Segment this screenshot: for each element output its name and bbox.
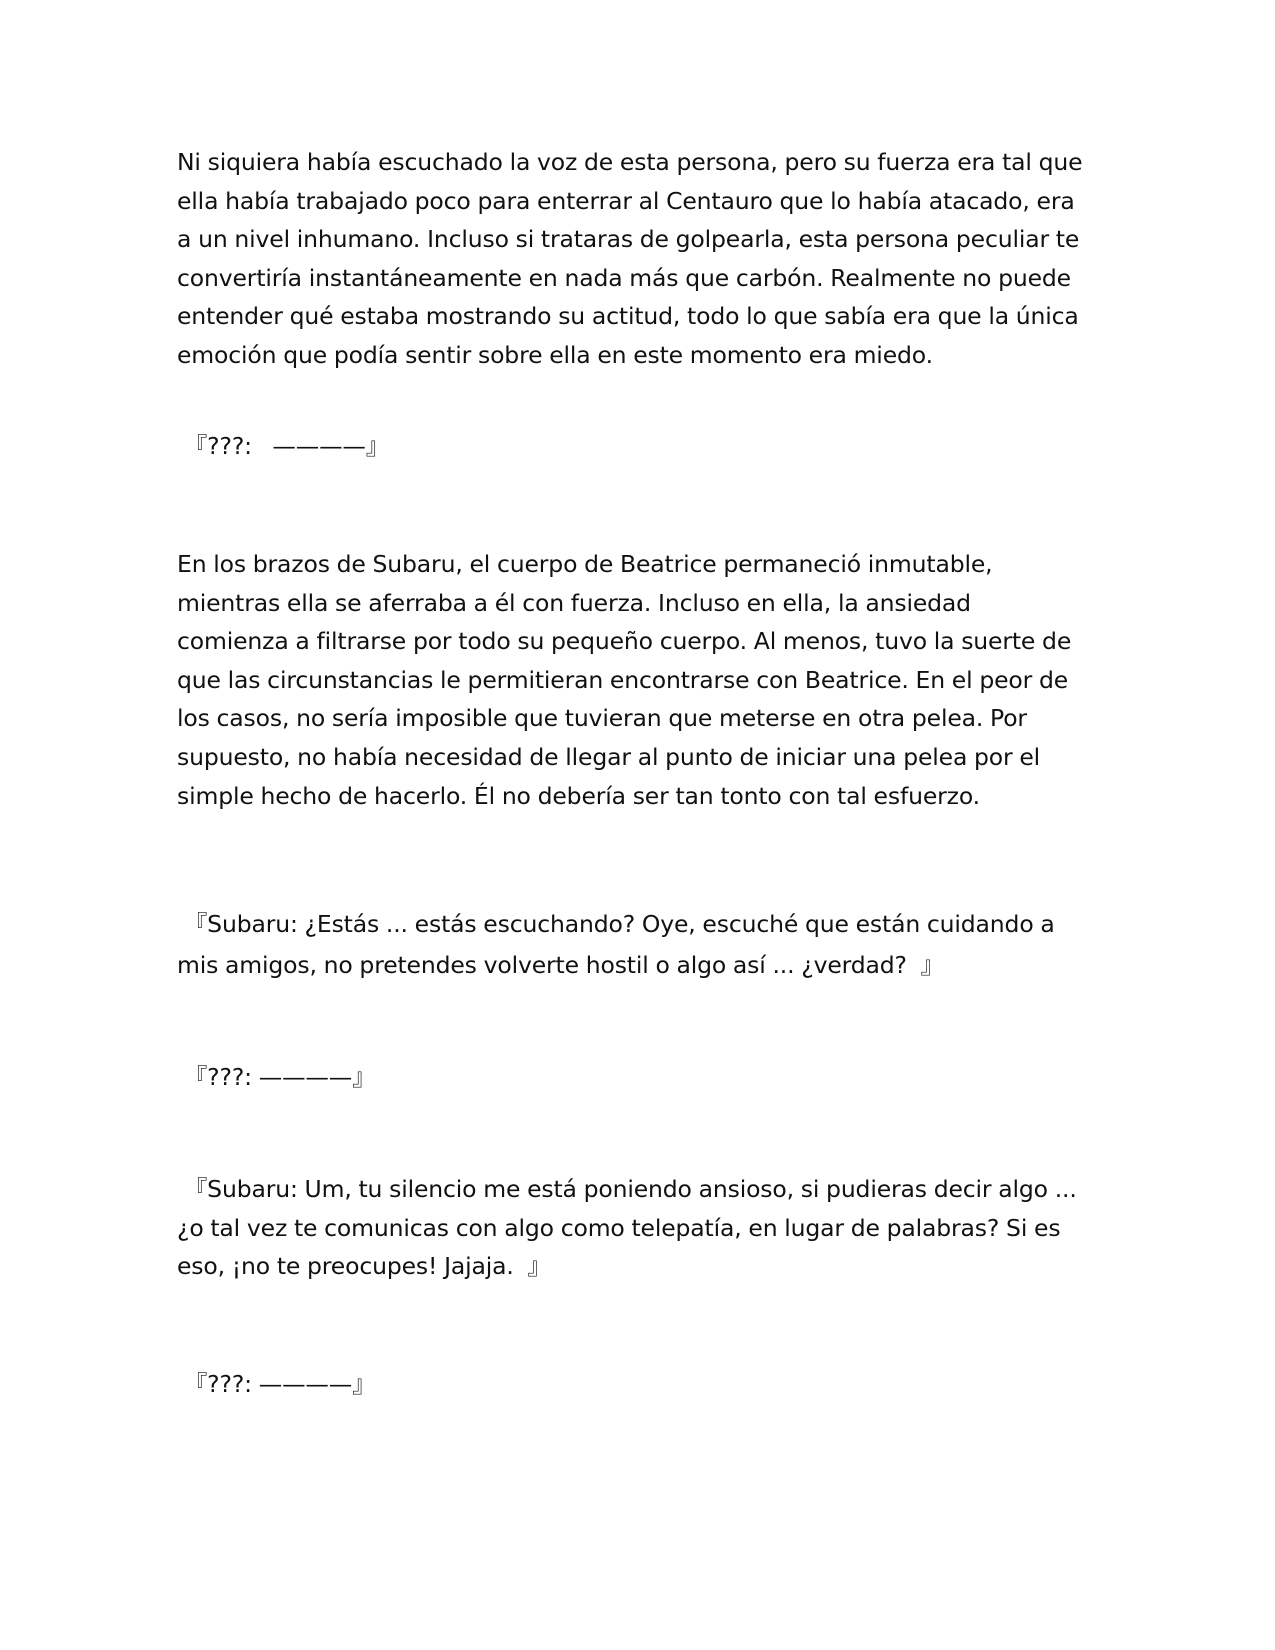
dialogue-line: 『???: ————』 (177, 432, 390, 460)
narration-paragraph: En los brazos de Subaru, el cuerpo de Beatrice permaneció inmutable, mientras ella se aferraba a él con fuerza. Incluso en ella, la ansiedad comienza a filtrarse por todo su pequeño cuerpo. Al menos, tuvo la suerte de que las circunstancias le permitieran encontrarse con Beatrice. En el peor de los casos, no sería imposible que tuvieran que meterse en otra pelea. Por supuesto, no había necesidad de llegar al punto de iniciar una pelea por el simple hecho de hacerlo. Él no debería ser tan tonto con tal esfuerzo. (177, 550, 1072, 810)
narration-paragraph: Ni siquiera había escuchado la voz de esta persona, pero su fuerza era tal que ella había trabajado poco para enterrar al Centauro que lo había atacado, era a un nivel inhumano. Incluso si trataras de golpearla, esta persona peculiar te convertiría instantáneamente en nada más que carbón. Realmente no puede entender qué estaba mostrando su actitud, todo lo que sabía era que la única emoción que podía sentir sobre ella en este momento era miedo. (177, 148, 1083, 369)
dialogue-line: 『???: ————』 (177, 1370, 376, 1398)
dialogue-line: 『Subaru: ¿Estás ... estás escuchando? Oye, escuché que están cuidando a mis amigos, no pretendes volverte hostil o algo así ... ¿verdad? 』 (177, 910, 1055, 979)
dialogue-line: 『???: ————』 (177, 1063, 376, 1091)
dialogue-line: 『Subaru: Um, tu silencio me está poniendo ansioso, si pudieras decir algo ... ¿o tal vez te comunicas con algo como telepatía, en lugar de palabras? Si es eso, ¡no te preocupes! Jajaja. 』 (177, 1175, 1077, 1281)
